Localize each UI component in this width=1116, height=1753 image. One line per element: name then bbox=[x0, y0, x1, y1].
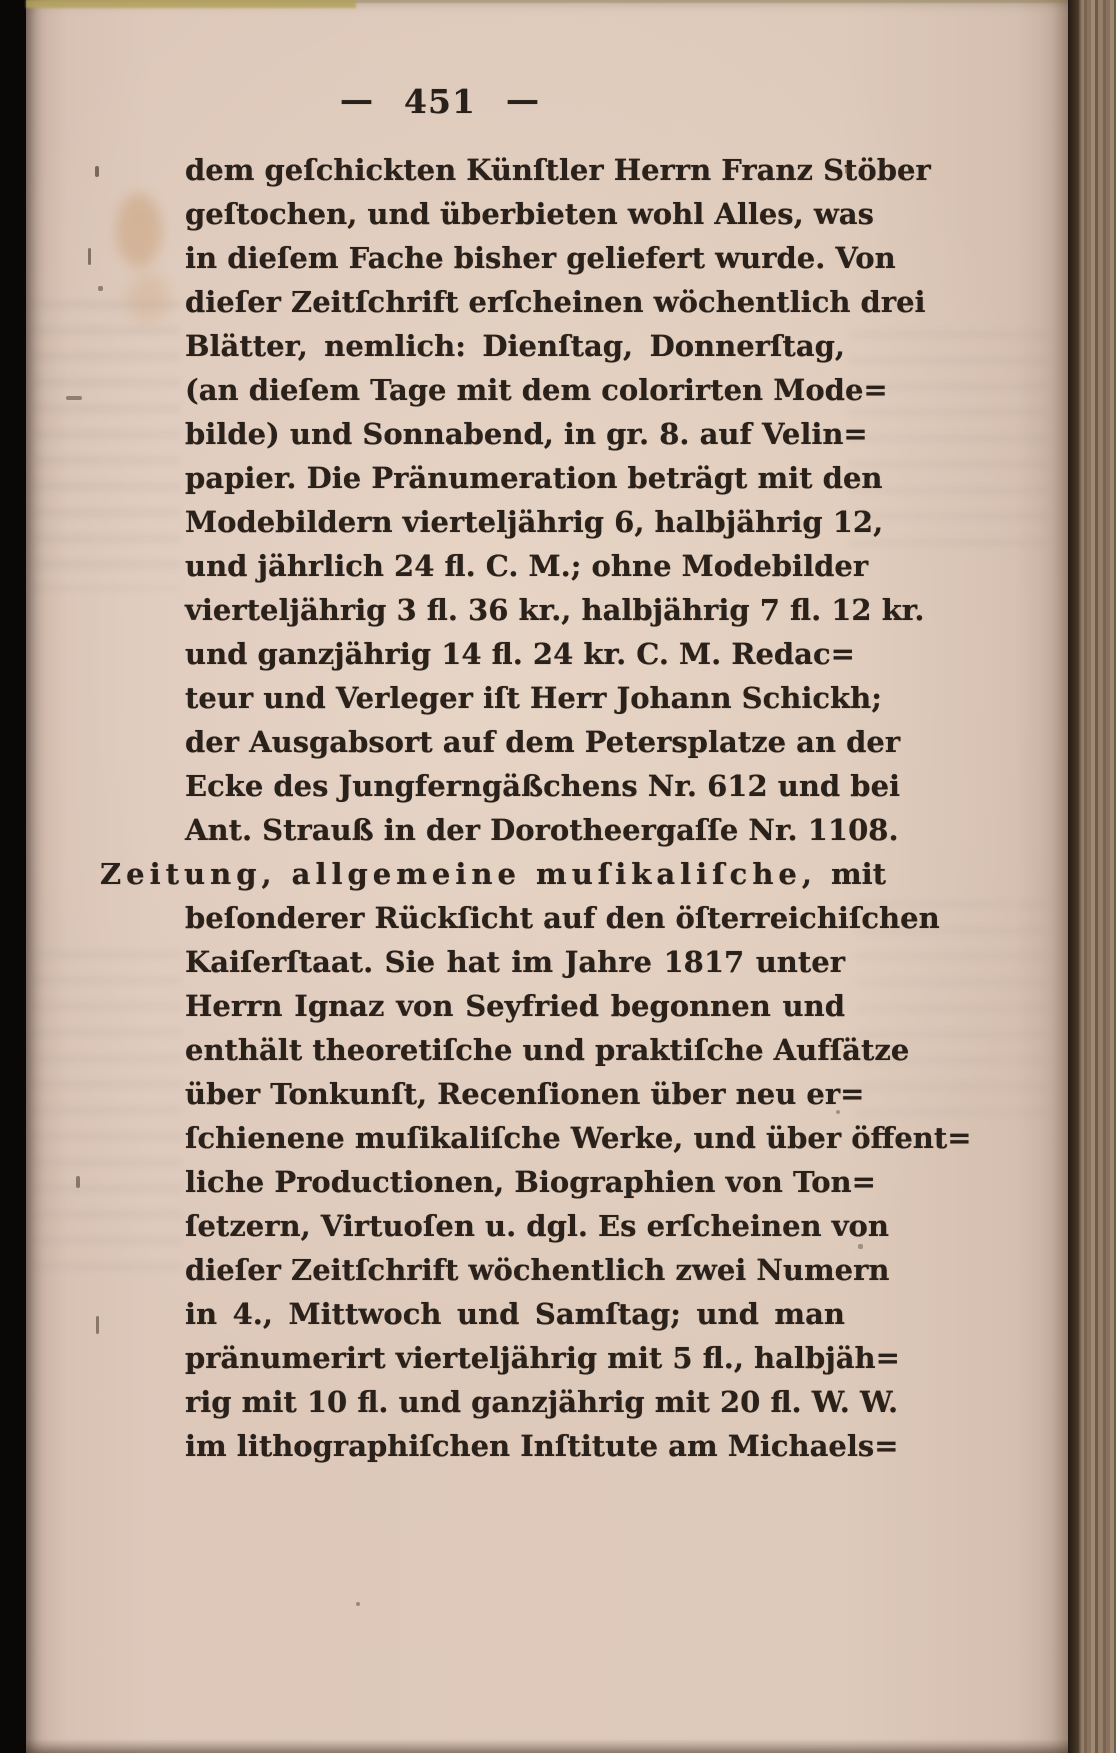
text-line: Modebildern vierteljährig 6, halbjährig 12, bbox=[185, 505, 884, 539]
text-line: in dieſem Fache bisher geliefert wurde. Von bbox=[185, 241, 896, 275]
text-line: liche Productionen, Biographien von Ton= bbox=[185, 1165, 876, 1199]
header-dash: — bbox=[340, 80, 375, 119]
text-line: pränumerirt vierteljährig mit 5 fl., halbjäh= bbox=[185, 1341, 900, 1375]
header-dash: — bbox=[505, 80, 540, 119]
text-line: vierteljährig 3 fl. 36 kr., halbjährig 7 fl. 12 kr. bbox=[185, 593, 925, 627]
entry-headword: Zeitung, allgemeine muſikaliſche, bbox=[100, 857, 817, 891]
text-line: dieſer Zeitſchrift wöchentlich zwei Numern bbox=[185, 1253, 890, 1287]
text-line: Herrn Ignaz von Seyfried begonnen und bbox=[185, 989, 845, 1023]
text-line: Ant. Strauß in der Dorotheergaſſe Nr. 1108. bbox=[185, 813, 899, 847]
page-edge-strip bbox=[1068, 0, 1116, 1753]
text-line: beſonderer Rückſicht auf den öſterreichiſchen bbox=[185, 901, 940, 935]
text-line: dieſer Zeitſchrift erſcheinen wöchentlich drei bbox=[185, 285, 926, 319]
ink-showthrough bbox=[32, 950, 182, 1280]
text-line: dem geſchickten Künſtler Herrn Franz Stöber bbox=[185, 153, 931, 187]
text-line: ſetzern, Virtuoſen u. dgl. Es erſcheinen von bbox=[185, 1209, 889, 1243]
text-line: in 4., Mittwoch und Samſtag; und man bbox=[185, 1297, 845, 1331]
text-line: ſchienene muſikaliſche Werke, und über öffent= bbox=[185, 1121, 972, 1155]
text-line: (an dieſem Tage mit dem colorirten Mode= bbox=[185, 373, 888, 407]
text-line: rig mit 10 fl. und ganzjährig mit 20 fl. W. W. bbox=[185, 1385, 899, 1419]
text-line: der Ausgabsort auf dem Petersplatze an der bbox=[185, 725, 901, 759]
text-line: Kaiſerſtaat. Sie hat im Jahre 1817 unter bbox=[185, 945, 845, 979]
text-line: und jährlich 24 fl. C. M.; ohne Modebilder bbox=[185, 549, 869, 583]
scan-edge-sliver bbox=[26, 0, 356, 8]
text-line: und ganzjährig 14 fl. 24 kr. C. M. Redac= bbox=[185, 637, 855, 671]
body-text bbox=[100, 148, 972, 1468]
entry-headword-rest: mit bbox=[830, 857, 887, 891]
page-header bbox=[100, 80, 780, 124]
page-number: 451 bbox=[404, 82, 476, 121]
ink-showthrough bbox=[30, 300, 180, 590]
text-line: Blätter, nemlich: Dienſtag, Donnerſtag, bbox=[185, 329, 845, 363]
paper-stain bbox=[126, 272, 170, 324]
text-line: im lithographiſchen Inſtitute am Michaels= bbox=[185, 1429, 899, 1463]
text-line: geſtochen, und überbieten wohl Alles, was bbox=[185, 197, 874, 231]
text-line: bilde) und Sonnabend, in gr. 8. auf Velin= bbox=[185, 417, 868, 451]
text-line: papier. Die Pränumeration beträgt mit den bbox=[185, 461, 883, 495]
paper-stain bbox=[116, 193, 162, 267]
text-line: über Tonkunſt, Recenſionen über neu er= bbox=[185, 1077, 865, 1111]
text-line: Ecke des Jungferngäßchens Nr. 612 und bei bbox=[185, 769, 901, 803]
text-line: enthält theoretiſche und praktiſche Aufſätze bbox=[185, 1033, 910, 1067]
entry-line bbox=[100, 852, 887, 896]
text-line: teur und Verleger iſt Herr Johann Schickh; bbox=[185, 681, 882, 715]
